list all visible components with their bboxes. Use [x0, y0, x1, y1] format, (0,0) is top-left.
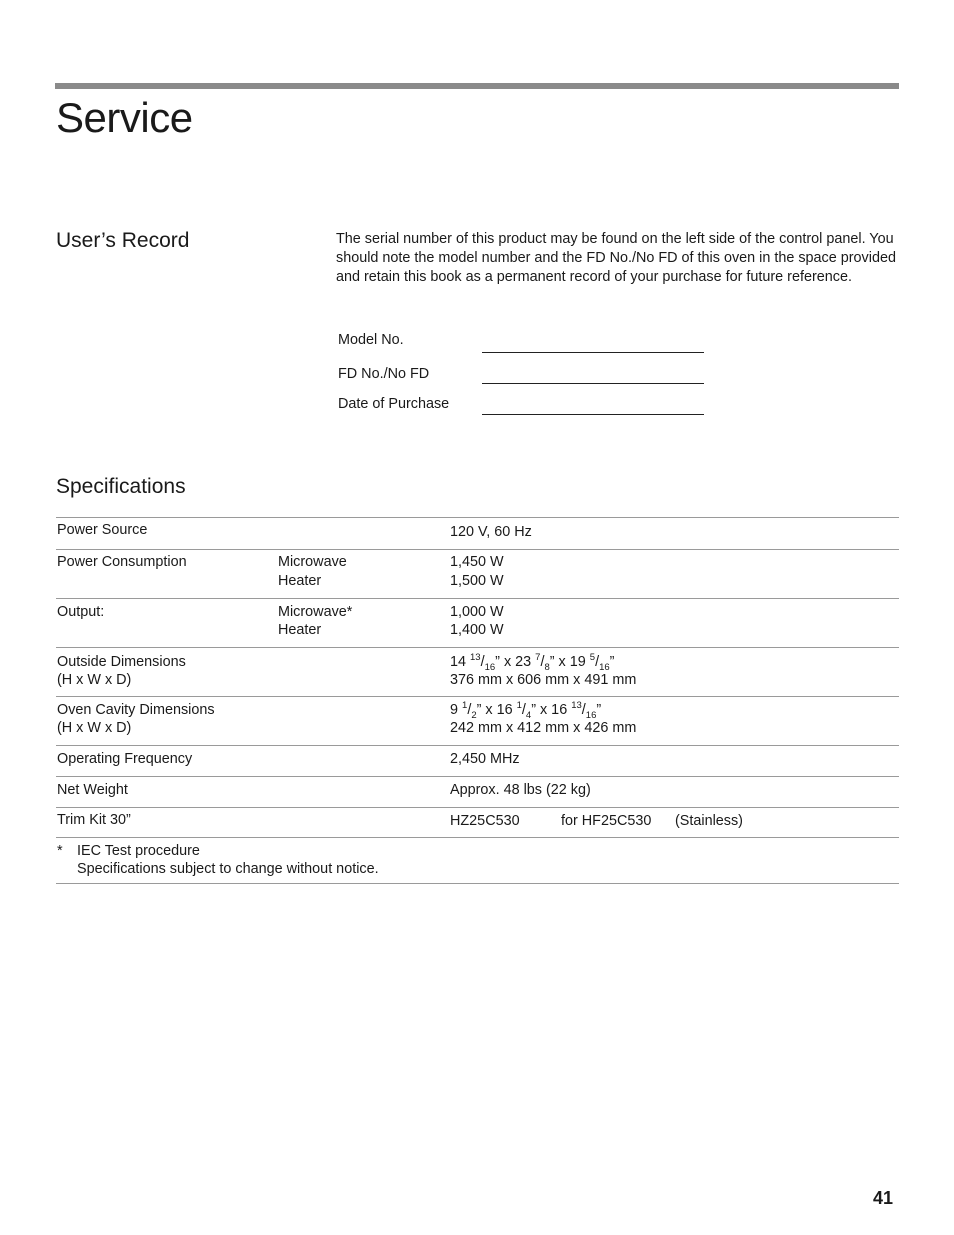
spec-value: 2,450 MHz — [450, 751, 520, 767]
spec-label: Outside Dimensions — [57, 654, 186, 670]
spec-label: Power Consumption — [57, 554, 187, 570]
spec-value: for HF25C530 — [561, 813, 652, 829]
fd-no-line — [482, 383, 704, 384]
spec-value: 1,000 W — [450, 604, 504, 620]
specifications-heading: Specifications — [56, 475, 186, 498]
spec-value: 1,500 W — [450, 573, 504, 589]
footnote-line: Specifications subject to change without notice. — [77, 861, 379, 877]
footnote-marker: * — [57, 843, 63, 859]
spec-label: Oven Cavity Dimensions — [57, 702, 215, 718]
spec-value: 120 V, 60 Hz — [450, 524, 532, 540]
spec-value-metric: 242 mm x 412 mm x 426 mm — [450, 720, 637, 736]
spec-row-net-weight — [56, 776, 899, 807]
spec-sublabel: Heater — [278, 622, 322, 638]
spec-row-trim-kit — [56, 807, 899, 837]
spec-value: (Stainless) — [675, 813, 743, 829]
spec-row-output — [56, 598, 899, 647]
spec-label: Net Weight — [57, 782, 128, 798]
spec-label: Power Source — [57, 522, 148, 538]
spec-value: 1,450 W — [450, 554, 504, 570]
spec-value-metric: 376 mm x 606 mm x 491 mm — [450, 672, 637, 688]
model-no-line — [482, 352, 704, 353]
spec-value: 1,400 W — [450, 622, 504, 638]
users-record-intro: The serial number of this product may be found on the left side of the control panel. You should note the model number and the FD No./No FD of this oven in the space provided and retain this book as a permanent record of your purchase for future reference. — [336, 231, 896, 285]
spec-row-operating-frequency — [56, 745, 899, 776]
title-rule — [55, 83, 899, 89]
spec-label: (H x W x D) — [57, 672, 132, 688]
spec-value-imperial: 9 $^1/_2$” x 16 $^1/_4$” x 16 $^{13}/_{16}$” — [450, 700, 602, 721]
specifications-table — [56, 517, 899, 886]
date-of-purchase-label: Date of Purchase — [338, 396, 450, 412]
spec-sublabel: Heater — [278, 573, 322, 589]
spec-row-power-consumption — [56, 549, 899, 598]
spec-label: Operating Frequency — [57, 751, 193, 767]
table-bottom-rule — [56, 883, 899, 884]
fd-no-label: FD No./No FD — [338, 366, 430, 382]
spec-row-power-source — [56, 517, 899, 549]
page-title: Service — [56, 94, 193, 141]
users-record-heading: User’s Record — [56, 229, 190, 252]
spec-sublabel: Microwave* — [278, 604, 353, 620]
spec-value: Approx. 48 lbs (22 kg) — [450, 782, 591, 798]
footnote-line: IEC Test procedure — [77, 843, 200, 859]
spec-sublabel: Microwave — [278, 554, 347, 570]
date-of-purchase-line — [482, 414, 704, 415]
spec-row-cavity-dimensions — [56, 696, 899, 745]
spec-label: Trim Kit 30” — [57, 812, 131, 828]
spec-row-outside-dimensions — [56, 647, 899, 696]
page-number: 41 — [873, 1188, 894, 1208]
spec-label: Output: — [57, 604, 105, 620]
spec-value: HZ25C530 — [450, 813, 520, 829]
spec-value-imperial: 14 $^{13}/_{16}$” x 23 $^7/_8$” x 19 $^5/_{16}$” — [450, 652, 615, 673]
model-no-label: Model No. — [338, 332, 404, 348]
spec-footnote — [56, 837, 899, 886]
spec-label: (H x W x D) — [57, 720, 132, 736]
